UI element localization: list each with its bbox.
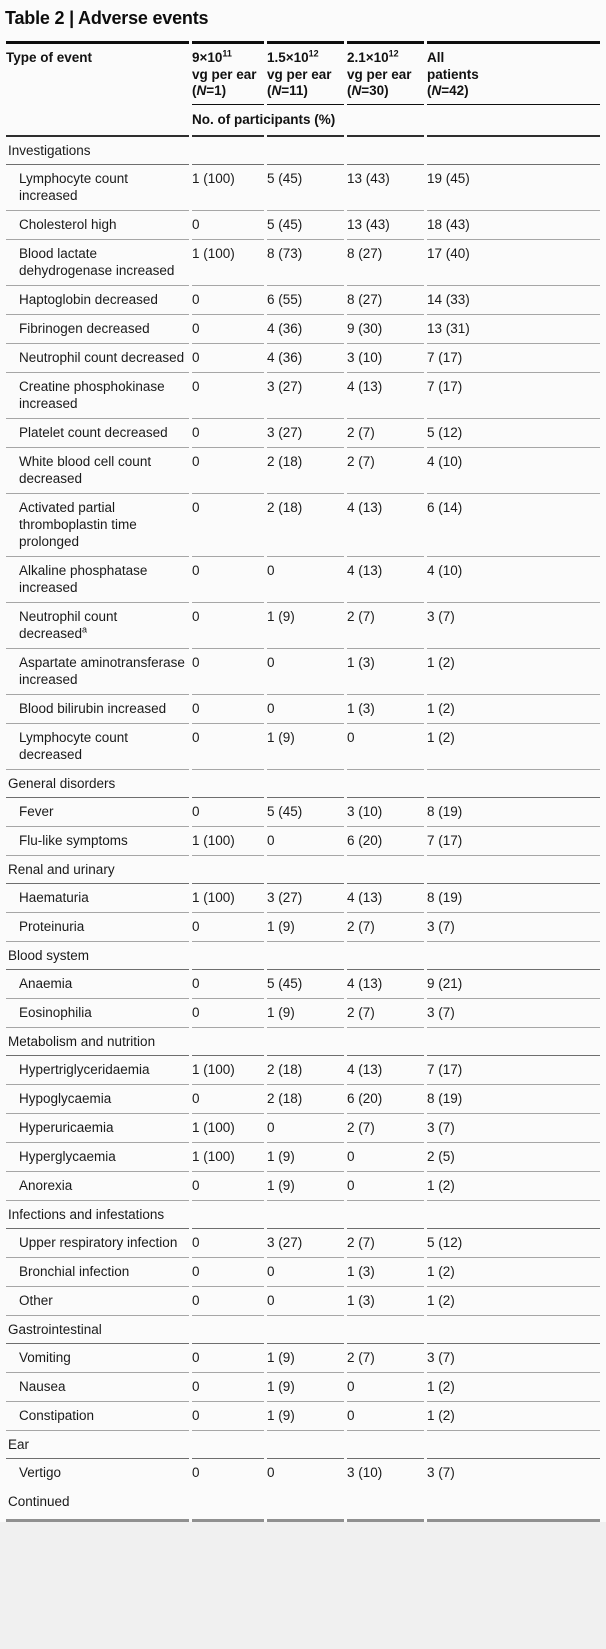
section-filler bbox=[427, 1201, 600, 1229]
continued-label: Continued bbox=[6, 1487, 189, 1522]
table-row bbox=[6, 286, 600, 315]
event-value: 13 (43) bbox=[347, 165, 424, 211]
event-value: 0 bbox=[192, 798, 264, 827]
section-filler bbox=[427, 137, 600, 165]
event-label: Fever bbox=[6, 798, 189, 827]
event-value: 1 (2) bbox=[427, 649, 600, 695]
event-value: 1 (2) bbox=[427, 695, 600, 724]
event-label: Anorexia bbox=[6, 1172, 189, 1201]
section-header-row bbox=[6, 770, 600, 798]
event-label: Haematuria bbox=[6, 884, 189, 913]
event-value: 1 (100) bbox=[192, 240, 264, 286]
section-label: Infections and infestations bbox=[6, 1201, 189, 1229]
event-label: Neutrophil count decreased$^a$ bbox=[6, 603, 189, 649]
event-value: 3 (27) bbox=[267, 373, 344, 419]
event-value: 0 bbox=[192, 649, 264, 695]
event-value: 0 bbox=[192, 419, 264, 448]
subheader-spacer bbox=[6, 105, 189, 135]
table-row bbox=[6, 1373, 600, 1402]
event-value: 1 (9) bbox=[267, 1402, 344, 1431]
subheader-row bbox=[6, 105, 600, 135]
table-row bbox=[6, 1402, 600, 1431]
event-value: 0 bbox=[192, 557, 264, 603]
section-filler bbox=[192, 942, 264, 970]
event-label: Lymphocyte count decreased bbox=[6, 724, 189, 770]
table-row bbox=[6, 211, 600, 240]
event-value: 3 (7) bbox=[427, 999, 600, 1028]
event-value: 0 bbox=[192, 1464, 200, 1480]
event-value: 1 (3) bbox=[347, 649, 424, 695]
event-value: 1 (2) bbox=[427, 1172, 600, 1201]
event-value: 1 (9) bbox=[267, 1172, 344, 1201]
section-filler bbox=[347, 942, 424, 970]
section-filler bbox=[267, 1316, 344, 1344]
column-header-type-of-event: Type of event bbox=[6, 41, 189, 105]
section-filler bbox=[267, 770, 344, 798]
event-value: 1 (9) bbox=[267, 1143, 344, 1172]
event-label: Lymphocyte count increased bbox=[6, 165, 189, 211]
section-filler bbox=[192, 137, 264, 165]
event-label: Eosinophilia bbox=[6, 999, 189, 1028]
event-value: 5 (45) bbox=[267, 970, 344, 999]
event-label: Bronchial infection bbox=[6, 1258, 189, 1287]
event-label: Hyperglycaemia bbox=[6, 1143, 189, 1172]
event-value: 3 (10) bbox=[347, 1464, 383, 1480]
continued-row bbox=[6, 1487, 600, 1522]
event-value: 8 (19) bbox=[427, 798, 600, 827]
table-row bbox=[6, 419, 600, 448]
event-label: Hypertriglyceridaemia bbox=[6, 1056, 189, 1085]
event-value: 0 bbox=[192, 344, 264, 373]
table-row bbox=[6, 649, 600, 695]
event-value: 7 (17) bbox=[427, 344, 600, 373]
table-row bbox=[6, 603, 600, 649]
column-header-dose-2: $1.5\times 10^{12}$ vg per ear (N=11) bbox=[267, 41, 344, 105]
event-label: Alkaline phosphatase increased bbox=[6, 557, 189, 603]
event-value: 5 (45) bbox=[267, 798, 344, 827]
event-value: 0 bbox=[192, 1229, 264, 1258]
subheader-participants: No. of participants (%) bbox=[192, 111, 336, 127]
section-filler bbox=[192, 1028, 264, 1056]
event-value: 0 bbox=[192, 1344, 264, 1373]
table-row bbox=[6, 884, 600, 913]
event-value: 2 (18) bbox=[267, 1056, 344, 1085]
event-value: 7 (17) bbox=[427, 827, 600, 856]
section-filler bbox=[267, 1431, 344, 1459]
event-value: 2 (7) bbox=[347, 1344, 424, 1373]
event-value: 4 (13) bbox=[347, 970, 424, 999]
table-title: Table 2 | Adverse events bbox=[5, 8, 209, 28]
section-filler bbox=[347, 770, 424, 798]
table-row bbox=[6, 1459, 600, 1487]
event-value: 1 (2) bbox=[427, 1402, 600, 1431]
section-filler bbox=[427, 1028, 600, 1056]
section-filler bbox=[427, 1316, 600, 1344]
event-value: 1 (3) bbox=[347, 1258, 424, 1287]
event-value: 14 (33) bbox=[427, 286, 600, 315]
table-row bbox=[6, 344, 600, 373]
event-value: 4 (13) bbox=[347, 1056, 424, 1085]
event-value: 1 (100) bbox=[192, 884, 264, 913]
event-value: 0 bbox=[192, 448, 264, 494]
event-value: 1 (3) bbox=[347, 1287, 424, 1316]
event-label: Hypoglycaemia bbox=[6, 1085, 189, 1114]
event-value: 4 (10) bbox=[427, 448, 600, 494]
section-label: General disorders bbox=[6, 770, 189, 798]
event-value: 0 bbox=[192, 211, 264, 240]
section-header-row bbox=[6, 1028, 600, 1056]
event-value: 2 (7) bbox=[347, 999, 424, 1028]
event-value: 0 bbox=[347, 1402, 424, 1431]
table-row bbox=[6, 240, 600, 286]
event-label: Fibrinogen decreased bbox=[6, 315, 189, 344]
event-value: 3 (10) bbox=[347, 344, 424, 373]
event-label: Haptoglobin decreased bbox=[6, 286, 189, 315]
event-value: 0 bbox=[192, 1172, 264, 1201]
event-value: 1 (9) bbox=[267, 913, 344, 942]
event-value: 3 (7) bbox=[427, 1114, 600, 1143]
section-label: Blood system bbox=[6, 942, 189, 970]
event-value: 0 bbox=[347, 1143, 424, 1172]
table-row bbox=[6, 1085, 600, 1114]
event-value: 0 bbox=[192, 315, 264, 344]
section-header-row bbox=[6, 1431, 600, 1459]
event-label: Anaemia bbox=[6, 970, 189, 999]
event-value: 1 (100) bbox=[192, 827, 264, 856]
event-value: 1 (9) bbox=[267, 724, 344, 770]
event-value: 0 bbox=[192, 1258, 264, 1287]
event-value: 0 bbox=[192, 970, 264, 999]
column-header-dose-4: All patients (N=42) bbox=[427, 41, 600, 105]
n-label: N bbox=[431, 83, 442, 98]
event-value: 1 (9) bbox=[267, 1373, 344, 1402]
section-header-row bbox=[6, 137, 600, 165]
section-filler bbox=[347, 1028, 424, 1056]
footer-filler bbox=[267, 1487, 344, 1522]
event-value: 2 (7) bbox=[347, 603, 424, 649]
event-label: Upper respiratory infection bbox=[6, 1229, 189, 1258]
event-value: 0 bbox=[267, 1114, 344, 1143]
section-header-row bbox=[6, 856, 600, 884]
event-value: 2 (7) bbox=[347, 1114, 424, 1143]
event-value: 1 (100) bbox=[192, 1056, 264, 1085]
section-filler bbox=[267, 856, 344, 884]
event-label: Aspartate aminotransferase increased bbox=[6, 649, 189, 695]
n-label: N bbox=[196, 83, 207, 98]
section-filler bbox=[427, 856, 600, 884]
event-value: 8 (27) bbox=[347, 286, 424, 315]
event-label: Activated partial thromboplastin time prolonged bbox=[6, 494, 189, 557]
n-label: N bbox=[271, 83, 282, 98]
event-value: 8 (19) bbox=[427, 1085, 600, 1114]
table-row bbox=[6, 1056, 600, 1085]
event-value: 1 (9) bbox=[267, 603, 344, 649]
event-label: Proteinuria bbox=[6, 913, 189, 942]
exponent: 12 bbox=[388, 48, 399, 59]
event-value: 0 bbox=[192, 913, 264, 942]
event-value: 4 (10) bbox=[427, 557, 600, 603]
table-row bbox=[6, 1229, 600, 1258]
table-row bbox=[6, 1258, 600, 1287]
event-value: 0 bbox=[347, 1373, 424, 1402]
event-label: Blood lactate dehydrogenase increased bbox=[6, 240, 189, 286]
event-label: Creatine phosphokinase increased bbox=[6, 373, 189, 419]
section-filler bbox=[427, 942, 600, 970]
section-header-row bbox=[6, 942, 600, 970]
event-value: 6 (14) bbox=[427, 494, 600, 557]
event-value: 2 (7) bbox=[347, 1229, 424, 1258]
event-value: 0 bbox=[267, 1287, 344, 1316]
event-value: 1 (2) bbox=[427, 1287, 600, 1316]
event-label: Blood bilirubin increased bbox=[6, 695, 189, 724]
event-value: 0 bbox=[267, 649, 344, 695]
event-label: Vomiting bbox=[6, 1344, 189, 1373]
event-value: 19 (45) bbox=[427, 165, 600, 211]
event-value: 8 (19) bbox=[427, 884, 600, 913]
event-value: 3 (7) bbox=[427, 1344, 600, 1373]
section-filler bbox=[192, 770, 264, 798]
event-value: 0 bbox=[192, 695, 264, 724]
exponent: 12 bbox=[308, 48, 319, 59]
table-row bbox=[6, 798, 600, 827]
section-filler bbox=[427, 770, 600, 798]
event-value: 2 (7) bbox=[347, 448, 424, 494]
section-label: Investigations bbox=[6, 137, 189, 165]
column-header-row bbox=[6, 41, 600, 105]
event-value: 3 (7) bbox=[427, 913, 600, 942]
event-label: Neutrophil count decreased bbox=[6, 344, 189, 373]
section-filler bbox=[267, 942, 344, 970]
event-value: 0 bbox=[267, 695, 344, 724]
event-value: 0 bbox=[192, 1373, 264, 1402]
event-value: 0 bbox=[192, 724, 264, 770]
table-row bbox=[6, 724, 600, 770]
table-row bbox=[6, 999, 600, 1028]
event-label: Cholesterol high bbox=[6, 211, 189, 240]
event-value: 3 (27) bbox=[267, 1229, 344, 1258]
footer-filler bbox=[192, 1487, 264, 1522]
event-value: 8 (27) bbox=[347, 240, 424, 286]
event-value: 1 (9) bbox=[267, 1344, 344, 1373]
event-value: 6 (55) bbox=[267, 286, 344, 315]
footer-filler bbox=[347, 1487, 424, 1522]
event-label: Constipation bbox=[6, 1402, 189, 1431]
event-value: 2 (7) bbox=[347, 419, 424, 448]
event-value: 7 (17) bbox=[427, 1056, 600, 1085]
event-value: 2 (18) bbox=[267, 494, 344, 557]
table-row bbox=[6, 373, 600, 419]
event-value: 4 (36) bbox=[267, 315, 344, 344]
table-body bbox=[6, 137, 600, 1522]
event-value: 3 (7) bbox=[427, 603, 600, 649]
section-header-row bbox=[6, 1201, 600, 1229]
table-row bbox=[6, 1344, 600, 1373]
table-row bbox=[6, 557, 600, 603]
n-label: N bbox=[351, 83, 362, 98]
section-filler bbox=[267, 1201, 344, 1229]
event-value: 0 bbox=[192, 999, 264, 1028]
table-row bbox=[6, 1114, 600, 1143]
event-label: Vertigo bbox=[19, 1464, 62, 1480]
section-header-row bbox=[6, 1316, 600, 1344]
event-value: 4 (13) bbox=[347, 884, 424, 913]
event-value: 0 bbox=[192, 603, 264, 649]
event-value: 4 (13) bbox=[347, 373, 424, 419]
event-value: 2 (18) bbox=[267, 448, 344, 494]
event-value: 1 (2) bbox=[427, 1258, 600, 1287]
table-row bbox=[6, 448, 600, 494]
event-value: 1 (100) bbox=[192, 1114, 264, 1143]
table-row bbox=[6, 913, 600, 942]
section-filler bbox=[347, 1201, 424, 1229]
event-value: 4 (13) bbox=[347, 557, 424, 603]
table-row bbox=[6, 1287, 600, 1316]
event-value: 3 (7) bbox=[427, 1464, 455, 1480]
event-label: Flu-like symptoms bbox=[6, 827, 189, 856]
event-value: 2 (7) bbox=[347, 913, 424, 942]
event-label: Hyperuricaemia bbox=[6, 1114, 189, 1143]
table-row bbox=[6, 165, 600, 211]
section-label: Gastrointestinal bbox=[6, 1316, 189, 1344]
event-value: 0 bbox=[192, 1402, 264, 1431]
event-value: 9 (21) bbox=[427, 970, 600, 999]
event-value: 0 bbox=[192, 494, 264, 557]
section-label: Ear bbox=[6, 1431, 189, 1459]
event-value: 0 bbox=[267, 827, 344, 856]
table-row bbox=[6, 1143, 600, 1172]
event-value: 1 (100) bbox=[192, 165, 264, 211]
event-value: 0 bbox=[267, 557, 344, 603]
event-value: 8 (73) bbox=[267, 240, 344, 286]
event-value: 0 bbox=[192, 1085, 264, 1114]
event-value: 0 bbox=[192, 286, 264, 315]
adverse-events-table bbox=[3, 41, 603, 1522]
event-value: 3 (27) bbox=[267, 884, 344, 913]
event-value: 5 (45) bbox=[267, 165, 344, 211]
event-value: 2 (18) bbox=[267, 1085, 344, 1114]
event-value: 6 (20) bbox=[347, 1085, 424, 1114]
table-row bbox=[6, 494, 600, 557]
section-filler bbox=[192, 1431, 264, 1459]
event-value: 13 (43) bbox=[347, 211, 424, 240]
event-value: 0 bbox=[347, 724, 424, 770]
event-value: 5 (45) bbox=[267, 211, 344, 240]
exponent: 11 bbox=[222, 48, 232, 59]
event-value: 1 (2) bbox=[427, 724, 600, 770]
section-filler bbox=[347, 137, 424, 165]
event-value: 17 (40) bbox=[427, 240, 600, 286]
event-value: 0 bbox=[192, 373, 264, 419]
event-value: 3 (10) bbox=[347, 798, 424, 827]
event-value: 4 (13) bbox=[347, 494, 424, 557]
event-value: 5 (12) bbox=[427, 1229, 600, 1258]
table-row bbox=[6, 1172, 600, 1201]
event-value: 18 (43) bbox=[427, 211, 600, 240]
section-filler bbox=[347, 856, 424, 884]
event-label: Nausea bbox=[6, 1373, 189, 1402]
event-value: 0 bbox=[347, 1172, 424, 1201]
event-value: 7 (17) bbox=[427, 373, 600, 419]
event-label: Platelet count decreased bbox=[6, 419, 189, 448]
section-filler bbox=[347, 1316, 424, 1344]
table-row bbox=[6, 970, 600, 999]
section-label: Renal and urinary bbox=[6, 856, 189, 884]
event-value: 3 (27) bbox=[267, 419, 344, 448]
event-value: 9 (30) bbox=[347, 315, 424, 344]
section-filler bbox=[192, 856, 264, 884]
event-value: 1 (2) bbox=[427, 1373, 600, 1402]
footer-filler bbox=[427, 1487, 600, 1522]
footnote-marker: a bbox=[82, 624, 88, 634]
table-row bbox=[6, 695, 600, 724]
event-value: 0 bbox=[267, 1258, 344, 1287]
column-header-dose-3: $2.1\times 10^{12}$ vg per ear (N=30) bbox=[347, 41, 424, 105]
event-value: 2 (5) bbox=[427, 1143, 600, 1172]
event-label: Other bbox=[6, 1287, 189, 1316]
section-filler bbox=[267, 1028, 344, 1056]
event-value: 4 (36) bbox=[267, 344, 344, 373]
table-header bbox=[6, 41, 600, 137]
section-filler bbox=[192, 1316, 264, 1344]
event-value: 6 (20) bbox=[347, 827, 424, 856]
section-filler bbox=[347, 1431, 424, 1459]
event-value: 0 bbox=[192, 1287, 264, 1316]
table-row bbox=[6, 315, 600, 344]
table-row bbox=[6, 827, 600, 856]
event-value: 1 (100) bbox=[192, 1143, 264, 1172]
section-filler bbox=[192, 1201, 264, 1229]
event-value: 1 (9) bbox=[267, 999, 344, 1028]
event-label: White blood cell count decreased bbox=[6, 448, 189, 494]
section-filler bbox=[427, 1431, 600, 1459]
event-value: 13 (31) bbox=[427, 315, 600, 344]
section-filler bbox=[267, 137, 344, 165]
column-header-dose-1: $9\times 10^{11}$ vg per ear (N=1) bbox=[192, 41, 264, 105]
event-value: 5 (12) bbox=[427, 419, 600, 448]
event-value: 1 (3) bbox=[347, 695, 424, 724]
section-label: Metabolism and nutrition bbox=[6, 1028, 189, 1056]
event-value: 0 bbox=[267, 1464, 275, 1480]
